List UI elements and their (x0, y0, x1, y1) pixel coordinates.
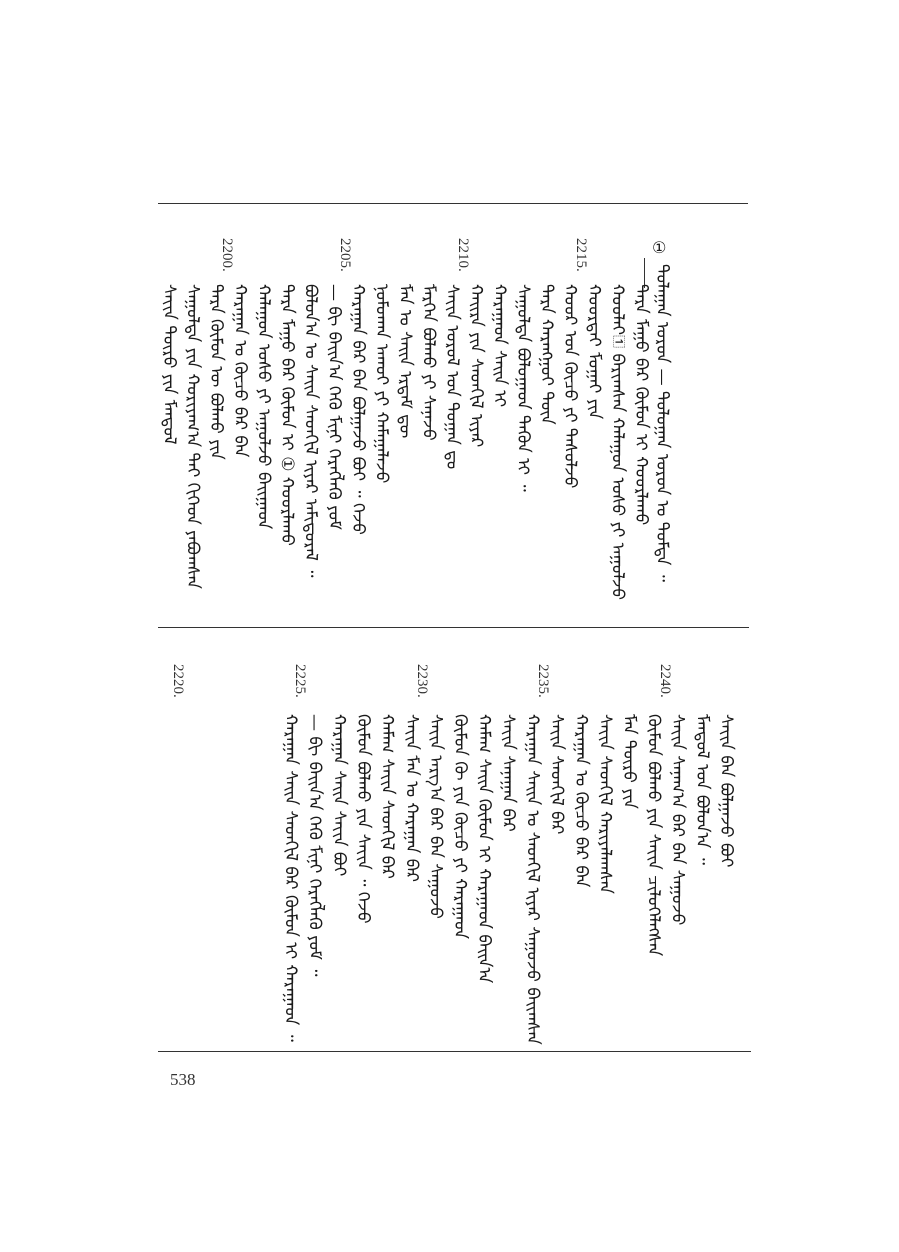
line-number: 2240. (657, 664, 673, 698)
verse-line: ᠮᠠᠨᠳᠤᠯ ᠤᠨ ᠪᠣᠯᠤᠨ᠎ᠠ ᠃ (691, 714, 712, 865)
verse-line: ᠰᠠᠶ᠋ᠢᠨ ᠤᠷᠤᠯ ᠤᠨ ᠲᠣᠭᠠᠨ ᠳᠤ (442, 284, 463, 470)
verse-line: ᠬᠠᠷᠠᠭᠠᠳ ᠰᠠᠢᠨ ᠢ (489, 284, 510, 408)
verse-line: ᠬᠦᠮᠦᠨ ᠬᠦ ᠶᠢᠨ ᠬᠦᠴᠦ ᠶᠢ ᠬᠠᠷᠠᠭᠠᠳ (449, 714, 470, 939)
verse-line: ᠬᠠᠷᠠᠭᠠᠨ ᠰᠠᠢᠨ ᠰᠠᠶ᠋ᠢᠨ ᠪᠣᠢ (328, 714, 349, 877)
verse-line: ᠬᠠᠯᠠᠭᠤᠨ ᠤᠰᠤ ᠶᠢ ᠠᠭᠤᠯᠵᠤ ᠪᠠᠢᠭᠠᠳ (253, 284, 274, 530)
top-rule (158, 203, 748, 204)
verse-line: — ᠪᠢ ᠪᠠᠢᠨ᠎ᠠ ᠭᠡᠬᠦ ᠮᠢᠨᠢ ᠬᠡᠷᠡᠭᠯᠡᠬᠦ ᠶᠤᠮ ᠃ (304, 714, 325, 977)
verse-line: ᠰᠠᠶ᠋ᠢᠨ ᠠᠷᠭ᠎ᠠ ᠪᠠᠷ ᠪᠠᠨ ᠰᠠᠭᠤᠵᠤ (425, 714, 446, 919)
verse-line: ᠮᠡᠷᠭᠡᠨ ᠪᠣᠯᠬᠤ ᠶᠢ ᠰᠠᠨᠠᠵᠤ (418, 284, 439, 441)
verse-line: — ᠪᠢ ᠪᠠᠢᠨ᠎ᠠ ᠭᠡᠬᠦ ᠮᠢᠨᠢ ᠬᠡᠷᠡᠭᠯᠡᠬᠦ ᠶᠤᠮ (324, 284, 345, 530)
verse-line: ᠬᠠᠷᠠᠭᠠᠨ ᠰᠠᠢᠨ ᠰᠡᠳᠬᠢᠯ ᠪᠡᠷ ᠬᠦᠮᠦᠨ ᠢ ᠬᠠᠷᠠᠭᠠᠳ ᠃ (280, 714, 301, 1042)
verse-line: ᠬᠣᠣᠷ ᠤᠨ ᠬᠦᠴᠦ ᠶᠢ ᠲᠠᠰᠤᠯᠵᠤ (560, 284, 581, 489)
verse-line: ᠰᠠᠶ᠋ᠢᠨ ᠰᠠᠨᠠᠭ᠎ᠠ ᠪᠠᠷ ᠪᠠᠨ ᠰᠠᠭᠤᠵᠤ (667, 714, 688, 926)
line-number: 2230. (414, 664, 430, 698)
verse-line: ᠬᠠᠷᠠᠭᠠᠨ ᠰᠠᠢᠨ ᠤ ᠰᠡᠳᠬᠢᠯ ᠢᠶᠡᠷ ᠰᠠᠭᠤᠵᠤ ᠪᠠᠢᠭᠰᠠᠨ (522, 714, 543, 1045)
verse-line: ᠰᠠᠶ᠋ᠢᠨ ᠰᠡᠳᠬᠢᠯ ᠪᠡᠷ (546, 714, 567, 835)
verse-line: ᠲᠡᠷᠡ ᠬᠦᠮᠦᠨ ᠦ ᠪᠣᠯᠬᠤ ᠶᠢᠨ (206, 284, 227, 460)
verse-line: ᠬᠦᠮᠦᠨ ᠪᠣᠯᠬᠤ ᠶᠢᠨ ᠰᠠᠶ᠋ᠢᠨ ᠃ ᠭᠡᠵᠦ (353, 714, 373, 924)
bottom-rule (158, 1051, 751, 1052)
verse-line: ᠰᠠᠭᠤᠯᠲᠠ ᠪᠣᠯᠤᠭᠠᠳ ᠲᠡᠭᠦᠨ ᠢ ᠃ (513, 284, 533, 492)
verse-line: ᠮᠠᠨ ᠲᠦᠷᠦ ᠶᠢᠨ (619, 714, 640, 809)
verse-line: ᠰᠠᠶ᠋ᠢᠨ ᠰᠠᠨᠠᠭᠠᠨ ᠪᠠᠷ (498, 714, 519, 832)
verse-line: ᠬᠣᠣᠯᠠᠶ᠋ ᠪᠠᠷᠢᠭᠰᠠᠨ ᠬᠠᠯᠠᠭᠤᠨ ᠤᠰᠤ ᠶᠢ ᠠᠭᠤᠯᠵᠤ (607, 284, 628, 601)
verse-line: ᠰᠠᠶ᠋ᠢᠨ ᠮᠠᠨ ᠤ ᠬᠠᠷᠠᠭᠠᠨ ᠪᠠᠷ (401, 714, 422, 882)
verse-line: ᠲᠡᠷᠡ ᠮᠠᠭᠤ ᠪᠡᠷ ᠬᠦᠮᠦᠨ ᠢ ① ᠬᠣᠣᠷᠯᠠᠬᠤ (277, 284, 297, 546)
verse-line: ᠰᠠᠶ᠋ᠢᠨ ᠪᠡᠨ ᠪᠣᠯᠭᠠᠵᠤ ᠪᠣᠢ (716, 714, 736, 868)
line-number: 2210. (455, 238, 471, 272)
verse-line: ᠰᠠᠭᠤᠯᠲᠠ ᠶᠢᠨ ᠬᠤᠷᠢᠶᠠᠭ᠎ᠠ ᠲᠠᠢ ᠬᠢᠭᠡᠳ ᠶᠠᠪᠤᠭᠰᠠᠨ (182, 284, 203, 589)
verse-line: ᠲᠡᠷᠡ ᠬᠠᠷᠠᠩᠭᠤᠢ ᠲᠦᠨ (536, 284, 557, 425)
verse-line: ᠬᠠᠮᠠᠭ ᠰᠠᠶ᠋ᠢᠨ ᠰᠡᠳᠬᠢᠯ ᠪᠡᠷ (377, 714, 398, 879)
verse-line: ᠬᠣᠣᠷᠲᠠᠢ ᠮᠣᠭᠠᠢ ᠶᠢᠨ (583, 284, 604, 420)
verse-line: ᠨᠣᠮᠣᠬᠠᠨ ᠠᠬᠤᠢ ᠶᠢ ᠬᠠᠮᠠᠭᠠᠯᠠᠵᠤ (371, 284, 392, 484)
verse-line: ᠰᠠᠶ᠋ᠢᠨ ᠰᠡᠳᠬᠢᠯ ᠬᠠᠷᠢᠶᠠᠯᠠᠭᠰᠠᠨ (595, 714, 615, 894)
line-number: 2235. (535, 664, 551, 698)
line-number: 2225. (292, 664, 308, 698)
page-number: 538 (170, 1070, 196, 1089)
middle-rule (158, 627, 749, 628)
verse-line: ᠲᠡᠷᠡ ᠮᠠᠭᠤ ᠪᠡᠷ ᠬᠦᠮᠦᠨ ᠢ ᠬᠣᠣᠷᠯᠠᠬᠤ (631, 284, 651, 526)
line-number: 2200. (219, 238, 235, 272)
footnote-marker: ① (652, 238, 667, 257)
line-number: 2205. (337, 238, 353, 272)
verse-line: ᠮᠠᠨ ᠤ ᠰᠠᠢᠨ ᠡᠷᠳᠡᠮ ᠳᠦ (395, 284, 415, 439)
verse-line: ᠬᠠᠮᠠᠭ ᠰᠠᠢᠨ ᠬᠦᠮᠦᠨ ᠢ ᠬᠠᠷᠠᠭᠠᠳ ᠪᠠᠢᠨ᠎ᠠ (474, 714, 494, 984)
footnote-text: ᠳᠤᠯᠠᠭᠠᠨ ᠣᠷᠤᠨ — ᠳᠣᠯᠣᠭᠠᠨ ᠣᠷᠤᠨ ᠤ ᠳᠤᠮᠳᠠ ᠃ (652, 264, 672, 582)
verse-line: ᠰᠠᠶ᠋ᠢᠨ ᠲᠦᠷᠦ ᠶᠢᠨ ᠮᠠᠨᠳᠤᠯ (159, 284, 179, 445)
verse-line: ᠬᠠᠷᠠᠭᠠᠨ ᠪᠠᠷ ᠪᠠᠨ ᠪᠣᠯᠭᠠᠵᠤ ᠪᠣᠢ ᠃ ᠭᠡᠵᠦ (347, 284, 368, 535)
verse-line: ᠬᠦᠮᠦᠨ ᠪᠣᠯᠬᠤ ᠶᠢᠨ ᠰᠠᠶ᠋ᠢᠨ ᠴᠢᠯᠦᠭᠡᠯᠡᠭᠰᠡᠨ (643, 714, 664, 957)
line-number: 2220. (170, 664, 186, 698)
line-number: 2215. (573, 238, 589, 272)
verse-line: ᠬᠠᠢᠷᠠ ᠶᠢᠨ ᠰᠡᠳᠬᠢᠯ ᠢᠶᠡᠷ (465, 284, 486, 448)
verse-line: ᠪᠣᠯᠤᠨ᠎ᠠ ᠤ ᠰᠠᠢᠨ ᠰᠡᠳᠬᠢᠯ ᠢᠶᠡᠷ ᠠᠮᠢᠳᠤᠷᠠᠯ ᠃ (300, 284, 321, 578)
verse-line: ᠬᠠᠷᠠᠭᠠᠨ ᠤ ᠬᠦᠴᠦ ᠪᠠᠷ ᠪᠠᠨ (570, 714, 591, 888)
verse-line: ᠬᠠᠷᠠᠭᠠᠨ ᠤ ᠬᠦᠴᠦ ᠪᠠᠷ ᠪᠠᠨ (229, 284, 250, 458)
